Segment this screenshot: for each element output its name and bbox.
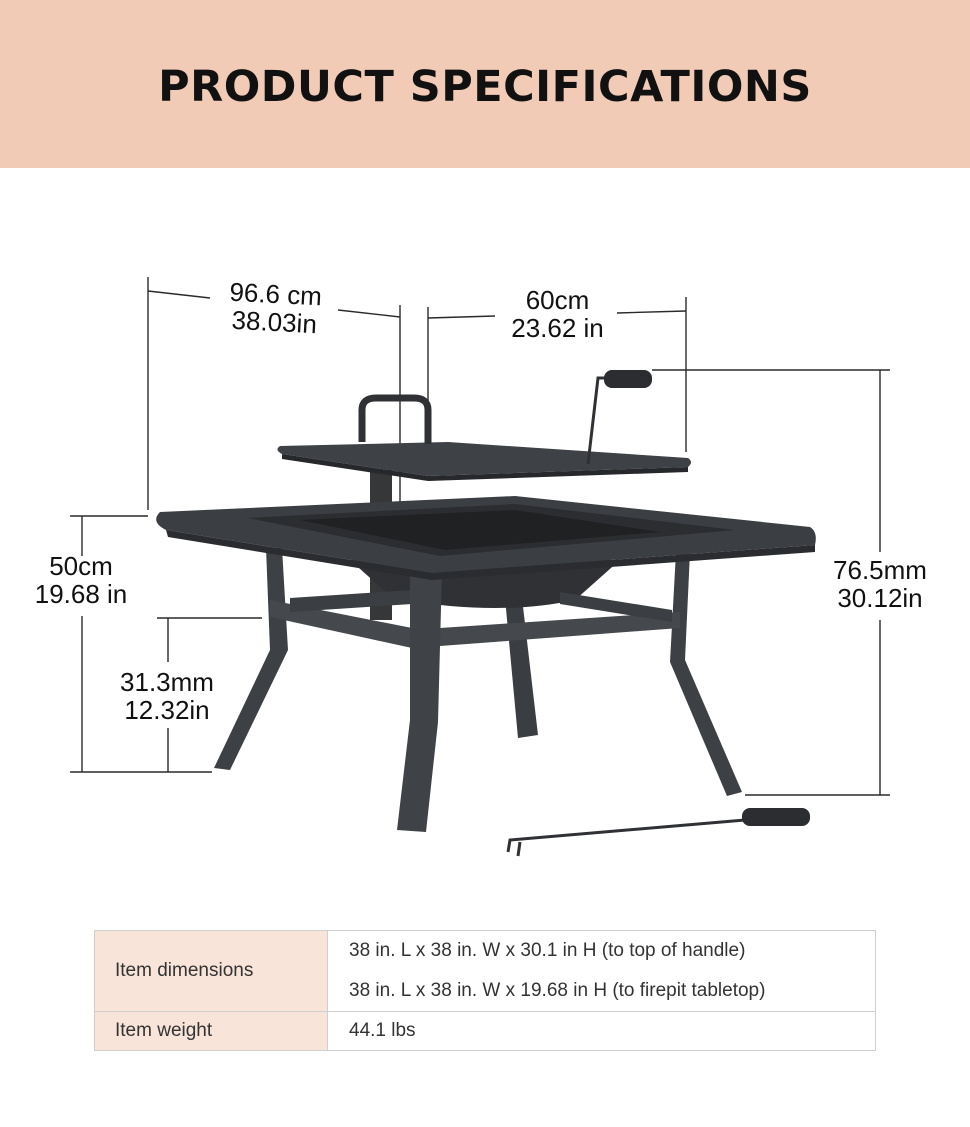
page-title: PRODUCT SPECIFICATIONS xyxy=(158,62,812,112)
table-row xyxy=(95,931,876,1012)
leg-height-in: 12.32in xyxy=(124,695,210,725)
tray-width-label xyxy=(495,286,620,342)
table-row xyxy=(95,1012,876,1051)
total-height-label xyxy=(816,556,944,612)
total-height-mm: 76.5mm xyxy=(833,555,927,585)
dimensions-value-cell xyxy=(328,931,876,1012)
weight-value: 44.1 lbs xyxy=(328,1012,876,1051)
top-width-cm: 96.6 cm xyxy=(228,276,323,312)
dimensions-label: Item dimensions xyxy=(95,931,328,1012)
firepit-diagram xyxy=(0,168,970,908)
leg-height-mm: 31.3mm xyxy=(120,667,214,697)
specs-table xyxy=(94,930,876,1051)
leg-height-label xyxy=(104,668,230,724)
table-height-in: 19.68 in xyxy=(34,579,128,609)
dimensions-value-1: 38 in. L x 38 in. W x 30.1 in H (to top of handle) xyxy=(349,940,746,961)
top-width-label xyxy=(209,277,342,340)
table-height-cm: 50cm xyxy=(49,551,113,581)
header-banner xyxy=(0,0,970,168)
tray-width-in: 23.62 in xyxy=(511,313,604,343)
firepit-illustration xyxy=(156,370,816,856)
top-width-in: 38.03in xyxy=(230,304,318,340)
table-height-label xyxy=(20,552,142,608)
total-height-in: 30.12in xyxy=(837,583,923,613)
weight-label: Item weight xyxy=(95,1012,328,1051)
tray-width-cm: 60cm xyxy=(525,285,590,315)
dimensions-value-2: 38 in. L x 38 in. W x 19.68 in H (to firepit tabletop) xyxy=(349,980,766,1001)
